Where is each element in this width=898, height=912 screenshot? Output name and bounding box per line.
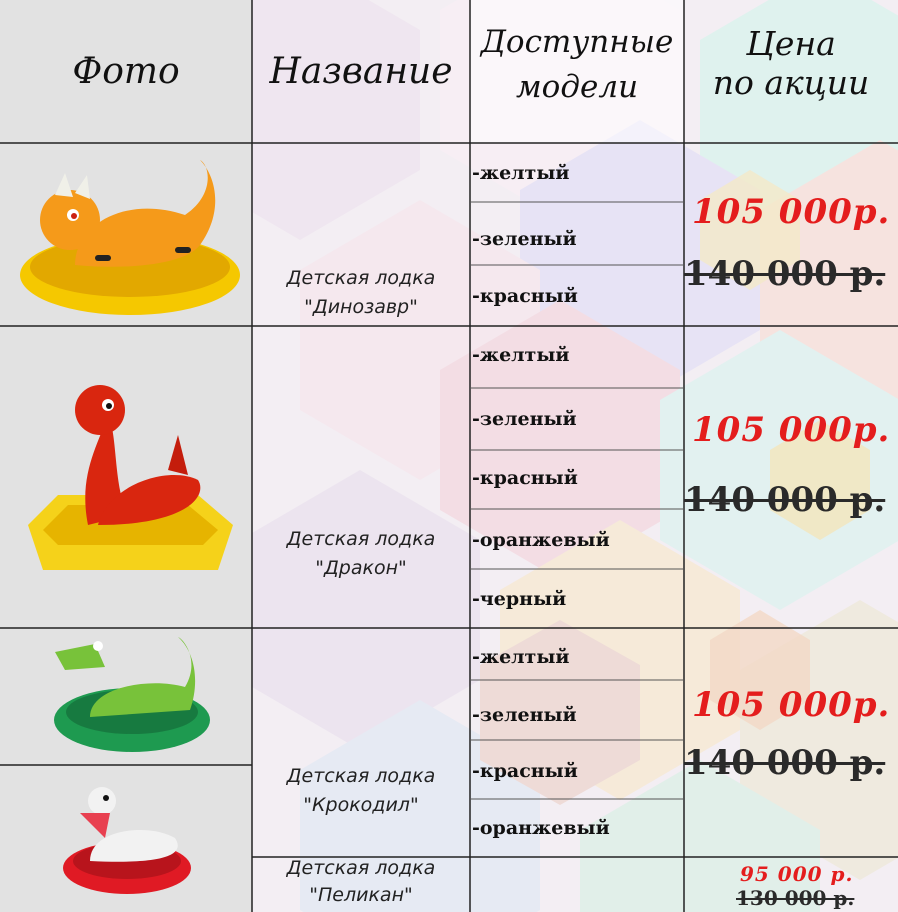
model-item: -зеленый: [472, 228, 577, 250]
model-item: -желтый: [472, 162, 570, 184]
header-models-line1: Доступные: [480, 24, 674, 61]
old-price: 140 000 р.: [684, 480, 886, 520]
header-price-line2: по акции: [712, 63, 870, 102]
product-name-line2: "Динозавр": [304, 296, 418, 319]
dinosaur-boat-image: [15, 155, 245, 320]
product-name-line1: Детская лодка: [286, 857, 436, 879]
product-name-line2: "Пеликан": [309, 883, 413, 906]
model-item: -зеленый: [472, 704, 577, 726]
old-price: 140 000 р.: [684, 254, 886, 294]
product-name-line2: "Дракон": [315, 557, 407, 580]
model-item: -красный: [472, 760, 578, 782]
header-price: [684, 14, 898, 114]
model-item: -желтый: [472, 646, 570, 668]
old-price: 130 000 р.: [736, 886, 855, 910]
promo-price: 95 000 р.: [740, 862, 854, 886]
model-item: -красный: [472, 467, 578, 489]
header-models-line2: модели: [515, 69, 639, 105]
product-name-crocodile: [252, 762, 470, 821]
product-name-line1: Детская лодка: [286, 267, 436, 289]
promo-price: 105 000р.: [692, 685, 891, 725]
old-price: 140 000 р.: [684, 743, 886, 783]
model-item: -зеленый: [472, 408, 577, 430]
model-item: -желтый: [472, 344, 570, 366]
dragon-boat-image: [18, 375, 238, 590]
header-name: Название: [269, 50, 453, 92]
product-name-dragon: [252, 525, 470, 584]
promo-price: 105 000р.: [692, 192, 891, 232]
pelican-boat-image: [60, 783, 195, 898]
product-name-line1: Детская лодка: [286, 528, 436, 550]
promo-price: 105 000р.: [692, 410, 891, 450]
model-item: -красный: [472, 285, 578, 307]
product-name-line2: "Крокодил": [303, 794, 419, 817]
product-name-dinosaur: [252, 264, 470, 323]
model-item: -оранжевый: [472, 529, 610, 551]
crocodile-boat-image: [50, 632, 215, 757]
header-price-line1: Цена: [746, 24, 836, 64]
header-models: [470, 10, 684, 120]
pelican-head: [88, 787, 116, 815]
model-item: -оранжевый: [472, 817, 610, 839]
product-name-line1: Детская лодка: [286, 765, 436, 787]
model-item: -черный: [472, 588, 567, 610]
product-name-pelican: [252, 855, 470, 908]
header-photo: Фото: [72, 50, 180, 92]
dragon-head: [75, 385, 125, 435]
croc-body: [90, 637, 195, 717]
